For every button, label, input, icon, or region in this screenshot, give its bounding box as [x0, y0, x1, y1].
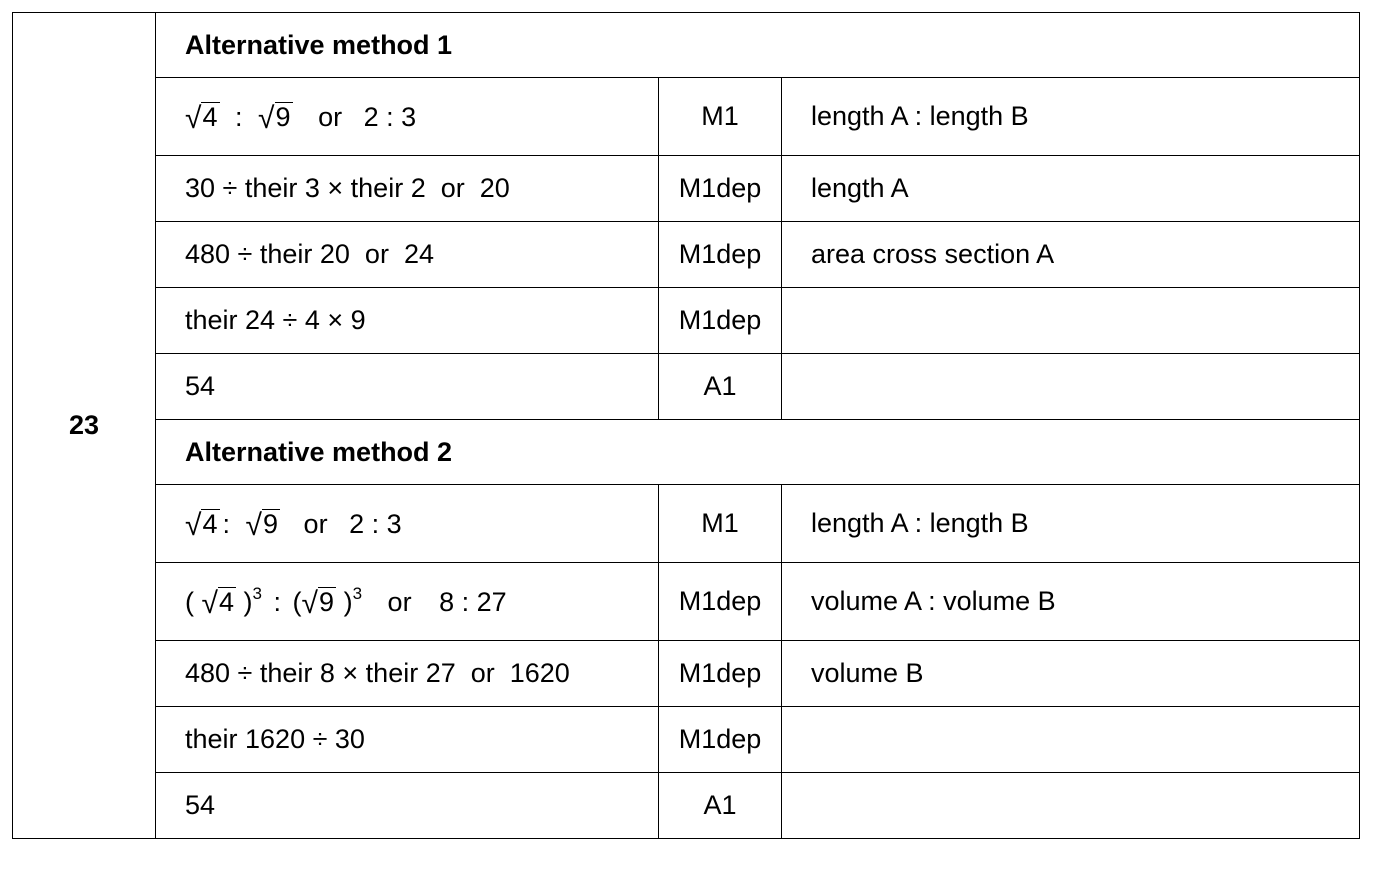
mark-scheme-table [12, 12, 1360, 839]
question-number: 23 [13, 13, 156, 839]
table-row [13, 563, 1360, 641]
square-root: √9 [301, 587, 335, 620]
comment-cell [782, 773, 1360, 839]
mark-cell: M1dep [659, 156, 782, 222]
mark-cell: M1 [659, 78, 782, 156]
working-cell: 30 ÷ their 3 × their 2 or 20 [156, 156, 659, 222]
square-root: √4 [185, 101, 218, 135]
mark-cell: M1 [659, 485, 782, 563]
table-row [13, 222, 1360, 288]
method2-heading: Alternative method 2 [156, 420, 1360, 485]
method1-heading: Alternative method 1 [156, 13, 1360, 78]
square-root: √9 [245, 508, 279, 542]
method1-heading-row [13, 13, 1360, 78]
square-root: √4 [185, 508, 218, 542]
comment-cell [782, 354, 1360, 420]
table-row [13, 707, 1360, 773]
working-cell: √4 : √9 or 2 : 3 [156, 485, 659, 563]
comment-cell: volume B [782, 641, 1360, 707]
working-cell: 480 ÷ their 8 × their 27 or 1620 [156, 641, 659, 707]
comment-cell: length A [782, 156, 1360, 222]
working-cell: 54 [156, 354, 659, 420]
comment-cell [782, 707, 1360, 773]
mark-cell: M1dep [659, 222, 782, 288]
mark-cell: M1dep [659, 707, 782, 773]
mark-cell: A1 [659, 773, 782, 839]
mark-cell: M1dep [659, 288, 782, 354]
comment-cell: area cross section A [782, 222, 1360, 288]
mark-cell: M1dep [659, 563, 782, 641]
comment-cell [782, 288, 1360, 354]
table-row [13, 641, 1360, 707]
working-cell: their 1620 ÷ 30 [156, 707, 659, 773]
working-cell: 480 ÷ their 20 or 24 [156, 222, 659, 288]
table-row [13, 288, 1360, 354]
working-cell: √4 : √9 or 2 : 3 [156, 78, 659, 156]
comment-cell: volume A : volume B [782, 563, 1360, 641]
table-row [13, 156, 1360, 222]
square-root: √9 [258, 101, 291, 135]
table-row [13, 773, 1360, 839]
table-row [13, 78, 1360, 156]
square-root: √4 [201, 587, 235, 620]
mark-cell: M1dep [659, 641, 782, 707]
working-cell: their 24 ÷ 4 × 9 [156, 288, 659, 354]
working-cell: 54 [156, 773, 659, 839]
table-row [13, 354, 1360, 420]
table-row [13, 485, 1360, 563]
comment-cell: length A : length B [782, 78, 1360, 156]
working-cell: ( √4 )$^3$ : (√9 )$^3$ or 8 : 27 [156, 563, 659, 641]
comment-cell: length A : length B [782, 485, 1360, 563]
method2-heading-row [13, 420, 1360, 485]
mark-cell: A1 [659, 354, 782, 420]
